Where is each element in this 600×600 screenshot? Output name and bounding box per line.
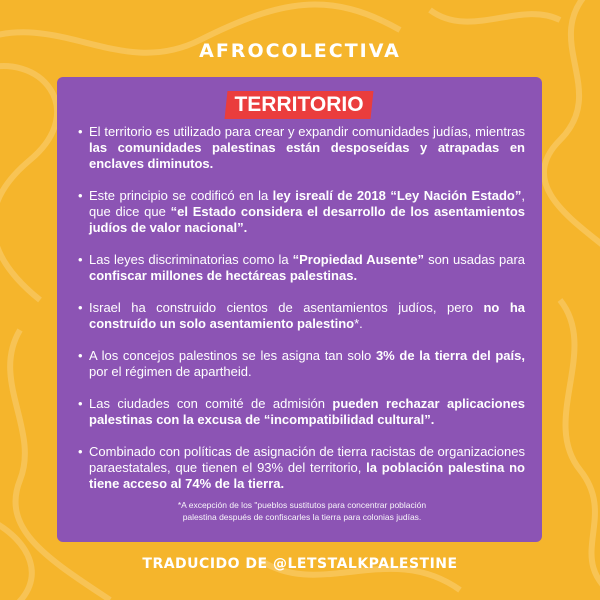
bullet-item — [89, 252, 525, 284]
footnote-line: palestina después de confiscarles la tierra para colonias judías. — [182, 512, 422, 522]
bullet-item — [89, 300, 525, 332]
body-text: A los concejos palestinos se les asigna tan solo — [89, 348, 376, 363]
content-card — [57, 77, 542, 542]
body-text: *. — [354, 316, 363, 331]
bold-text: 3% de la tierra del país, — [375, 348, 525, 363]
bold-text: “Propiedad Ausente” — [292, 252, 425, 267]
brand-logo: AFROCOLECTIVA — [199, 40, 401, 62]
bullet-item — [89, 124, 525, 172]
body-text: Las leyes discriminatorias como la — [89, 252, 293, 267]
bullet-item — [89, 396, 525, 428]
body-text: , que dice que — [89, 188, 525, 219]
card-title: TERRITORIO — [234, 93, 364, 116]
bold-text: “el Estado considera el desarrollo de los asentamientos judíos de valor nacional”. — [89, 204, 525, 235]
bullet-item — [89, 348, 525, 380]
footnote-line: *A excepción de los "pueblos sustitutos para concentrar población — [177, 500, 427, 510]
body-text: Este principio se codificó en la — [89, 188, 273, 203]
body-text: El territorio es utilizado para crear y expandir comunidades judías, mientras — [89, 124, 525, 139]
bullet-item — [89, 444, 525, 492]
translation-credit: TRADUCIDO DE @LETSTALKPALESTINE — [142, 556, 458, 572]
bullet-list — [89, 124, 525, 508]
bold-text: la población palestina no tiene acceso al 74% de la tierra. — [89, 460, 525, 491]
bullet-item — [89, 188, 525, 236]
footnote — [152, 499, 452, 523]
body-text: Israel ha construido cientos de asentamientos judíos, pero — [89, 300, 484, 315]
bold-text: confiscar millones de hectáreas palestinas. — [89, 268, 358, 283]
bold-text: ley isrealí de 2018 “Ley Nación Estado” — [272, 188, 522, 203]
bold-text: las comunidades palestinas están desposeídas y atrapadas en enclaves diminutos. — [89, 140, 525, 171]
title-banner — [226, 89, 372, 121]
bold-text: pueden rechazar aplicaciones palestinas con la excusa de “incompatibilidad cultural”. — [89, 396, 525, 427]
body-text: por el régimen de apartheid. — [89, 364, 252, 379]
body-text: son usadas para — [424, 252, 526, 267]
bold-text: no ha construído un solo asentamiento palestino — [89, 300, 525, 331]
body-text: Las ciudades con comité de admisión — [89, 396, 333, 411]
body-text: Combinado con políticas de asignación de tierra racistas de organizaciones paraestatales, que tienen el 93% del territorio, — [89, 444, 525, 475]
